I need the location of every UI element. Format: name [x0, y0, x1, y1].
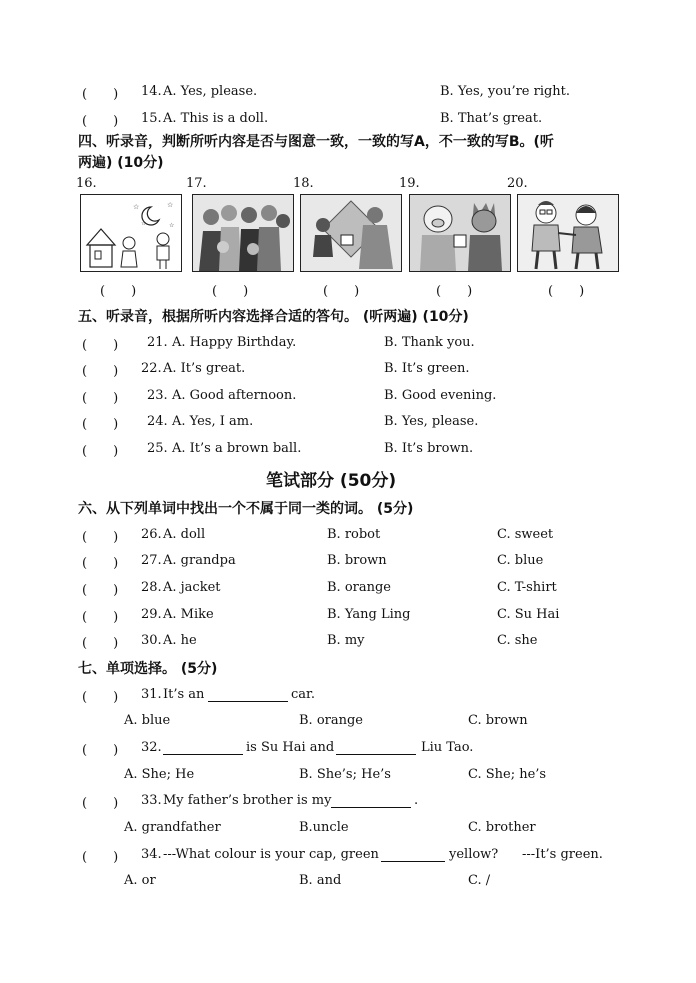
option-b: B.uncle	[299, 820, 349, 835]
option-b: B. It’s brown.	[384, 441, 474, 456]
written-part-title: 笔试部分 (50分)	[266, 471, 397, 491]
section-6-title: 六、从下列单词中找出一个不属于同一类的词。 (5分)	[78, 501, 414, 517]
question-text: car.	[291, 687, 315, 702]
question-number: 24.	[147, 414, 168, 429]
option-a: A. jacket	[163, 580, 221, 595]
answer-paren[interactable]: ( )	[82, 391, 119, 406]
option-c: C. sweet	[497, 527, 554, 542]
picture-16-night-scene	[80, 194, 182, 272]
svg-text:☆: ☆	[141, 220, 147, 227]
answer-paren[interactable]: ( )	[82, 796, 119, 811]
option-b: B. brown	[327, 553, 387, 568]
question-number: 26.	[141, 527, 162, 542]
question-number: 32.	[141, 740, 162, 755]
option-a: A. grandpa	[163, 553, 236, 568]
option-b: B. Yes, please.	[384, 414, 479, 429]
reply-text: ---It’s green.	[522, 847, 603, 862]
fill-blank[interactable]	[331, 796, 411, 808]
answer-paren[interactable]: ( )	[82, 743, 119, 758]
section-7-title: 七、单项选择。 (5分)	[78, 661, 218, 677]
answer-paren[interactable]: ( )	[82, 530, 119, 545]
option-c: C. brown	[468, 713, 528, 728]
option-c: C. brother	[468, 820, 536, 835]
section-4-title: 四、听录音，判断所听内容是否与图意一致，一致的写A，不一致的写B。(听	[78, 134, 554, 150]
option-a: A. It’s great.	[163, 361, 246, 376]
answer-paren[interactable]: ( )	[82, 583, 119, 598]
answer-paren[interactable]: ( )	[82, 114, 119, 129]
option-a: A. blue	[124, 713, 171, 728]
option-a: A. grandfather	[124, 820, 221, 835]
picture-number: 17.	[186, 176, 207, 191]
option-b: B. robot	[327, 527, 381, 542]
question-number: 23.	[147, 388, 168, 403]
picture-number: 18.	[293, 176, 314, 191]
option-b: B. Yang Ling	[327, 607, 411, 622]
answer-paren[interactable]: ( )	[82, 556, 119, 571]
option-b: B. orange	[327, 580, 391, 595]
option-a: A. Mike	[163, 607, 214, 622]
option-a: A. It’s a brown ball.	[172, 441, 302, 456]
option-b: B. She’s; He’s	[299, 767, 391, 782]
answer-paren[interactable]: ( )	[82, 87, 119, 102]
question-number: 29.	[141, 607, 162, 622]
question-number: 31.	[141, 687, 162, 702]
question-number: 14.	[141, 84, 162, 99]
fill-blank[interactable]	[336, 743, 416, 755]
question-number: 34.	[141, 847, 162, 862]
fill-blank[interactable]	[163, 743, 243, 755]
option-b: B. Thank you.	[384, 335, 475, 350]
answer-paren[interactable]: ( )	[436, 284, 473, 299]
picture-number: 20.	[507, 176, 528, 191]
option-b: B. Yes, you’re right.	[440, 84, 571, 99]
question-number: 33.	[141, 793, 162, 808]
question-number: 21.	[147, 335, 168, 350]
question-number: 22.	[141, 361, 162, 376]
answer-paren[interactable]: ( )	[82, 444, 119, 459]
answer-paren[interactable]: ( )	[82, 364, 119, 379]
option-c: C. /	[468, 873, 491, 888]
answer-paren[interactable]: ( )	[82, 417, 119, 432]
answer-paren[interactable]: ( )	[82, 338, 119, 353]
picture-number: 19.	[399, 176, 420, 191]
option-c: C. blue	[497, 553, 544, 568]
option-a: A. She; He	[124, 767, 195, 782]
option-a: A. Happy Birthday.	[172, 335, 297, 350]
option-a: A. doll	[163, 527, 206, 542]
question-number: 15.	[141, 111, 162, 126]
question-text: Liu Tao.	[421, 740, 474, 755]
svg-text:☆: ☆	[169, 222, 175, 229]
svg-text:☆: ☆	[133, 203, 140, 211]
option-b: B. orange	[299, 713, 363, 728]
picture-17-family	[192, 194, 294, 272]
picture-18-gift	[300, 194, 402, 272]
picture-19-animals	[409, 194, 511, 272]
option-b: B. my	[327, 633, 365, 648]
answer-paren[interactable]: ( )	[212, 284, 249, 299]
question-text: My father’s brother is my	[163, 793, 332, 808]
answer-paren[interactable]: ( )	[82, 690, 119, 705]
question-text: yellow?	[449, 847, 499, 862]
question-text: is Su Hai and	[246, 740, 335, 755]
option-c: C. she	[497, 633, 538, 648]
option-b: B. and	[299, 873, 342, 888]
option-a: A. Good afternoon.	[172, 388, 297, 403]
question-number: 30.	[141, 633, 162, 648]
answer-paren[interactable]: ( )	[323, 284, 360, 299]
question-text: It’s an	[163, 687, 205, 702]
answer-paren[interactable]: ( )	[548, 284, 585, 299]
fill-blank[interactable]	[381, 850, 445, 862]
question-number: 28.	[141, 580, 162, 595]
picture-20-children	[517, 194, 619, 272]
svg-text:☆: ☆	[167, 201, 174, 209]
question-text: .	[414, 793, 419, 808]
option-c: C. Su Hai	[497, 607, 560, 622]
answer-paren[interactable]: ( )	[82, 636, 119, 651]
option-c: C. T-shirt	[497, 580, 557, 595]
option-a: A. he	[163, 633, 197, 648]
question-text: ---What colour is your cap, green	[163, 847, 379, 862]
section-5-title: 五、听录音，根据所听内容选择合适的答句。 (听两遍) (10分)	[78, 309, 469, 325]
option-b: B. That’s great.	[440, 111, 543, 126]
answer-paren[interactable]: ( )	[82, 850, 119, 865]
answer-paren[interactable]: ( )	[100, 284, 137, 299]
answer-paren[interactable]: ( )	[82, 610, 119, 625]
option-a: A. or	[124, 873, 156, 888]
section-4-title-cont: 两遍) (10分)	[78, 155, 164, 171]
question-number: 25.	[147, 441, 168, 456]
picture-number: 16.	[76, 176, 97, 191]
fill-blank[interactable]	[208, 690, 288, 702]
option-a: A. This is a doll.	[163, 111, 269, 126]
option-c: C. She; he’s	[468, 767, 547, 782]
option-b: B. It’s green.	[384, 361, 470, 376]
question-number: 27.	[141, 553, 162, 568]
option-a: A. Yes, I am.	[172, 414, 254, 429]
option-a: A. Yes, please.	[163, 84, 258, 99]
option-b: B. Good evening.	[384, 388, 497, 403]
